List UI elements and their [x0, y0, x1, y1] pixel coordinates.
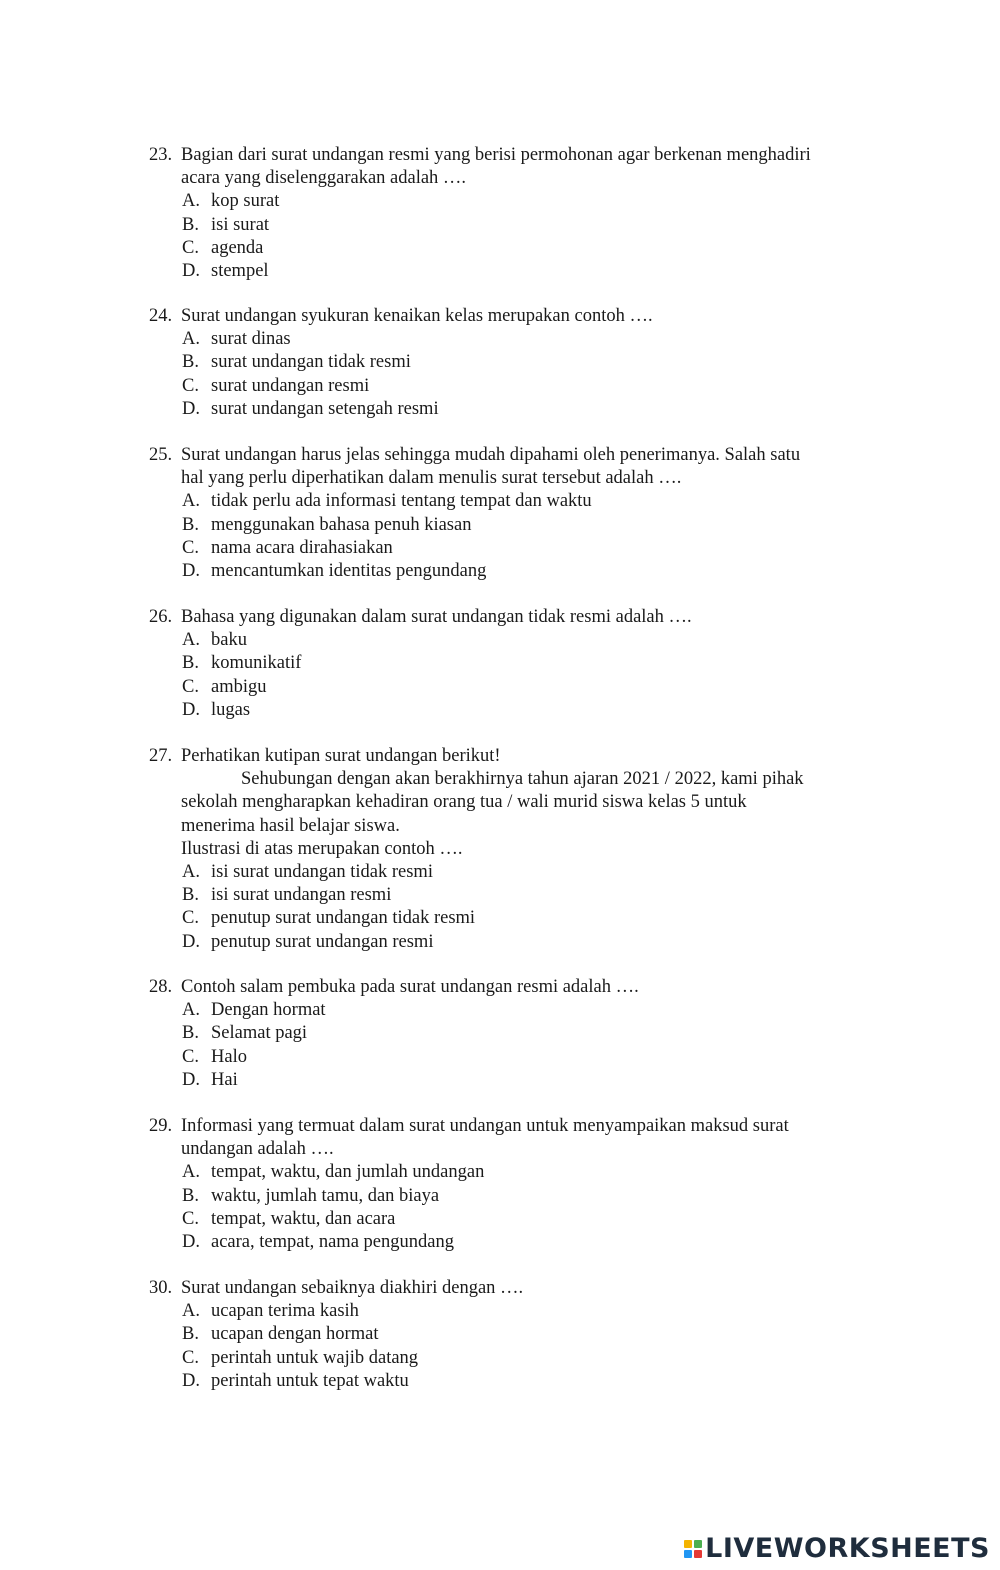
- logo-square-1: [684, 1540, 692, 1548]
- answer-option-a[interactable]: A. baku: [182, 630, 247, 651]
- liveworksheets-logo[interactable]: [684, 1534, 990, 1564]
- question-text: acara yang diselenggarakan adalah ….: [181, 168, 467, 189]
- logo-grid-icon: [684, 1540, 702, 1558]
- question-text: 27. Perhatikan kutipan surat undangan berikut!: [149, 745, 869, 768]
- question-number: 24.: [149, 306, 173, 326]
- question-number: 23.: [149, 145, 173, 165]
- answer-option-c[interactable]: C. surat undangan resmi: [182, 375, 370, 396]
- answer-option-c[interactable]: C. Halo: [182, 1046, 247, 1067]
- answer-option-a[interactable]: A. surat dinas: [182, 329, 291, 350]
- question-text: 24. Surat undangan syukuran kenaikan kelas merupakan contoh ….: [149, 305, 869, 328]
- question-text: 25. Surat undangan harus jelas sehingga mudah dipahami oleh penerimanya. Salah satu: [149, 444, 869, 467]
- answer-option-d[interactable]: D. acara, tempat, nama pengundang: [182, 1232, 454, 1253]
- answer-option-a[interactable]: A. Dengan hormat: [182, 1000, 326, 1021]
- question-text: Ilustrasi di atas merupakan contoh ….: [181, 838, 463, 859]
- question-text: 30. Surat undangan sebaiknya diakhiri dengan ….: [149, 1277, 869, 1300]
- question-23: [149, 144, 869, 283]
- answer-option-d[interactable]: D. surat undangan setengah resmi: [182, 398, 439, 419]
- question-text: hal yang perlu diperhatikan dalam menulis surat tersebut adalah ….: [181, 468, 682, 489]
- answer-option-c[interactable]: C. ambigu: [182, 676, 267, 697]
- answer-option-c[interactable]: C. perintah untuk wajib datang: [182, 1347, 419, 1368]
- answer-option-b[interactable]: B. menggunakan bahasa penuh kiasan: [182, 514, 472, 535]
- answer-option-c[interactable]: C. tempat, waktu, dan acara: [182, 1208, 396, 1229]
- answer-option-b[interactable]: B. isi surat undangan resmi: [182, 885, 392, 906]
- question-24: [149, 305, 869, 421]
- answer-option-d[interactable]: D. stempel: [182, 261, 269, 282]
- logo-square-2: [694, 1540, 702, 1548]
- answer-option-c[interactable]: C. nama acara dirahasiakan: [182, 537, 393, 558]
- logo-square-3: [684, 1550, 692, 1558]
- answer-option-a[interactable]: A. ucapan terima kasih: [182, 1301, 359, 1322]
- quoted-letter-text: Sehubungan dengan akan berakhirnya tahun ajaran 2021 / 2022, kami pihak: [241, 769, 804, 790]
- answer-option-b[interactable]: B. komunikatif: [182, 653, 302, 674]
- question-text: 28. Contoh salam pembuka pada surat undangan resmi adalah ….: [149, 976, 869, 999]
- question-text: 23. Bagian dari surat undangan resmi yang berisi permohonan agar berkenan menghadiri: [149, 144, 869, 167]
- answer-option-a[interactable]: A. kop surat: [182, 191, 280, 212]
- answer-option-b[interactable]: B. surat undangan tidak resmi: [182, 352, 411, 373]
- answer-option-b[interactable]: B. isi surat: [182, 214, 270, 235]
- question-number: 29.: [149, 1116, 173, 1136]
- question-30: [149, 1277, 869, 1393]
- question-number: 30.: [149, 1278, 173, 1298]
- question-number: 28.: [149, 977, 173, 997]
- question-number: 25.: [149, 445, 173, 465]
- question-25: [149, 444, 869, 583]
- answer-option-d[interactable]: D. mencantumkan identitas pengundang: [182, 561, 487, 582]
- logo-wordmark: LIVEWORKSHEETS: [705, 1533, 990, 1564]
- answer-option-d[interactable]: D. Hai: [182, 1069, 238, 1090]
- question-29: [149, 1115, 869, 1254]
- answer-option-b[interactable]: B. ucapan dengan hormat: [182, 1324, 379, 1345]
- answer-option-d[interactable]: D. penutup surat undangan resmi: [182, 931, 434, 952]
- question-number: 26.: [149, 607, 173, 627]
- quoted-letter-text: sekolah mengharapkan kehadiran orang tua / wali murid siswa kelas 5 untuk: [181, 792, 747, 813]
- answer-option-a[interactable]: A. tidak perlu ada informasi tentang tempat dan waktu: [182, 491, 592, 512]
- answer-option-a[interactable]: A. isi surat undangan tidak resmi: [182, 862, 433, 883]
- answer-option-a[interactable]: A. tempat, waktu, dan jumlah undangan: [182, 1162, 485, 1183]
- question-text: 29. Informasi yang termuat dalam surat undangan untuk menyampaikan maksud surat: [149, 1115, 869, 1138]
- quoted-letter-text: menerima hasil belajar siswa.: [181, 815, 400, 836]
- logo-square-4: [694, 1550, 702, 1558]
- question-26: [149, 606, 869, 722]
- question-text: undangan adalah ….: [181, 1139, 334, 1160]
- answer-option-b[interactable]: B. Selamat pagi: [182, 1023, 308, 1044]
- question-28: [149, 976, 869, 1092]
- answer-option-c[interactable]: C. penutup surat undangan tidak resmi: [182, 908, 476, 929]
- answer-option-d[interactable]: D. perintah untuk tepat waktu: [182, 1370, 409, 1391]
- answer-option-c[interactable]: C. agenda: [182, 237, 264, 258]
- question-number: 27.: [149, 746, 173, 766]
- question-27: [149, 745, 869, 954]
- answer-option-b[interactable]: B. waktu, jumlah tamu, dan biaya: [182, 1185, 440, 1206]
- answer-option-d[interactable]: D. lugas: [182, 699, 251, 720]
- question-text: 26. Bahasa yang digunakan dalam surat undangan tidak resmi adalah ….: [149, 606, 869, 629]
